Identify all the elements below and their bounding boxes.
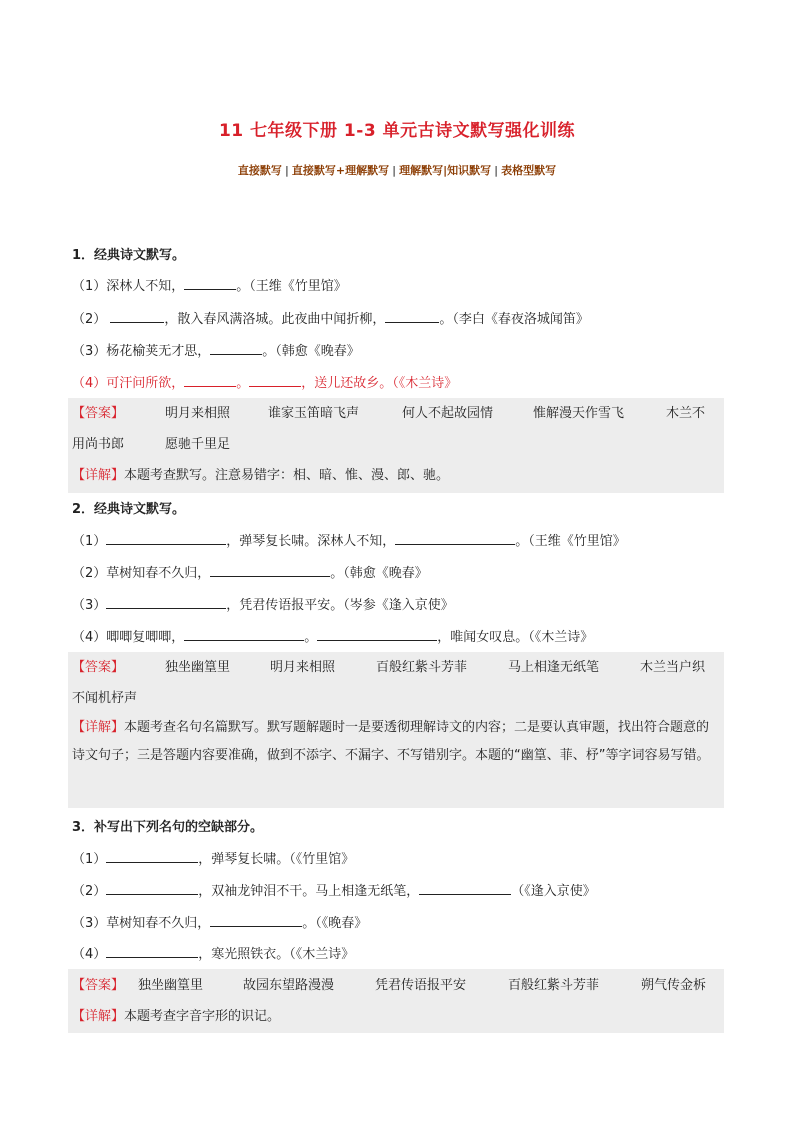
question-2-line-2: （2）草树知春不久归， 。（韩愈《晚春》 xyxy=(72,563,724,584)
question-3-line-4: （4） ，寒光照铁衣。（《木兰诗》 xyxy=(72,944,724,965)
question-1-line-3: （3）杨花榆荚无才思， 。（韩愈《晚春》 xyxy=(72,341,724,362)
question-1-line-1: （1）深林人不知， 。（王维《竹里馆》 xyxy=(72,276,724,297)
answer-item: 木兰当户织 xyxy=(640,660,706,675)
answer-item: 不闻机杼声 xyxy=(72,691,138,706)
question-1-line-2: （2） ，散入春风满洛城。此夜曲中闻折柳， 。（李白《春夜洛城闻笛》 xyxy=(72,309,724,330)
question-2-line-4: （4）唧唧复唧唧， 。 ，唯闻女叹息。（《木兰诗》 xyxy=(72,627,724,648)
answer-item: 马上相逢无纸笔 xyxy=(508,660,600,675)
detail-row: 【详解】本题考查字音字形的识记。 xyxy=(72,1009,281,1024)
answer-item: 用尚书郎 xyxy=(72,437,125,452)
question-1-line-4: （4）可汗问所欲， 。 ，送儿还故乡。（《木兰诗》 xyxy=(72,373,724,394)
answer-box-2 xyxy=(68,652,724,808)
question-3-line-3: （3）草树知春不久归， 。（《晚春》 xyxy=(72,913,724,934)
question-3-line-2: （2） ，双袖龙钟泪不干。马上相逢无纸笔， （《逢入京使》 xyxy=(72,881,724,902)
answer-box-3 xyxy=(68,969,724,1033)
question-3-line-1: （1） ，弹琴复长啸。（《竹里馆》 xyxy=(72,849,724,870)
subtitle-nav: 直接默写 | 直接默写+理解默写 | 理解默写|知识默写 | 表格型默写 xyxy=(237,164,557,177)
question-3-title: 3．补写出下列名句的空缺部分。 xyxy=(72,820,264,835)
answer-item: 百般红紫斗芳菲 xyxy=(376,660,468,675)
subtitle-item: 直接默写+理解默写 xyxy=(291,164,390,177)
answer-item: 何人不起故园情 xyxy=(402,406,494,421)
answer-row: 【答案】 明月来相照 谁家玉笛暗飞声 何人不起故园情 惟解漫天作雪飞 木兰不 xyxy=(72,404,722,424)
answer-row xyxy=(72,435,722,455)
answer-item: 愿驰千里足 xyxy=(165,437,231,452)
subtitle-item: 理解默写|知识默写 xyxy=(399,164,492,177)
answer-item: 木兰不 xyxy=(666,406,706,421)
answer-item: 独坐幽篁里 xyxy=(165,660,231,675)
answer-item: 惟解漫天作雪飞 xyxy=(533,406,625,421)
subtitle-item: 直接默写 xyxy=(237,164,282,177)
answer-item: 明月来相照 xyxy=(270,660,336,675)
answer-item: 朔气传金柝 xyxy=(641,978,707,993)
answer-row xyxy=(72,689,722,709)
answer-row: 【答案】 独坐幽篁里 明月来相照 百般红紫斗芳菲 马上相逢无纸笔 木兰当户织 xyxy=(72,658,722,678)
answer-row: 【答案】 独坐幽篁里 故园东望路漫漫 凭君传语报平安 百般红紫斗芳菲 朔气传金柝 xyxy=(72,976,722,996)
answer-item: 百般红紫斗芳菲 xyxy=(508,978,600,993)
answer-item: 凭君传语报平安 xyxy=(375,978,467,993)
question-2-line-3: （3） ，凭君传语报平安。（岑参《逢入京使》 xyxy=(72,595,724,616)
answer-item: 明月来相照 xyxy=(165,406,231,421)
subtitle-item: 表格型默写 xyxy=(501,164,557,177)
detail-row: 【详解】本题考查默写。注意易错字：相、暗、惟、漫、郎、驰。 xyxy=(72,468,450,483)
answer-item: 故园东望路漫漫 xyxy=(243,978,335,993)
answer-item: 谁家玉笛暗飞声 xyxy=(268,406,360,421)
question-1-title: 1．经典诗文默写。 xyxy=(72,248,186,263)
question-2-title: 2．经典诗文默写。 xyxy=(72,502,186,517)
page-title: 11 七年级下册 1-3 单元古诗文默写强化训练 xyxy=(218,121,576,141)
answer-box-1 xyxy=(68,398,724,493)
question-2-line-1: （1） ，弹琴复长啸。深林人不知， 。（王维《竹里馆》 xyxy=(72,531,724,552)
answer-item: 独坐幽篁里 xyxy=(138,978,204,993)
detail-row: 【详解】本题考查名句名篇默写。默写题解题时一是要透彻理解诗文的内容；二是要认真审题，找出符合题意的诗文句子；三是答题内容要准确，做到不添字、不漏字、不写错别字。本题的“幽篁、菲、杼”等字词容易写错。 xyxy=(72,720,710,763)
